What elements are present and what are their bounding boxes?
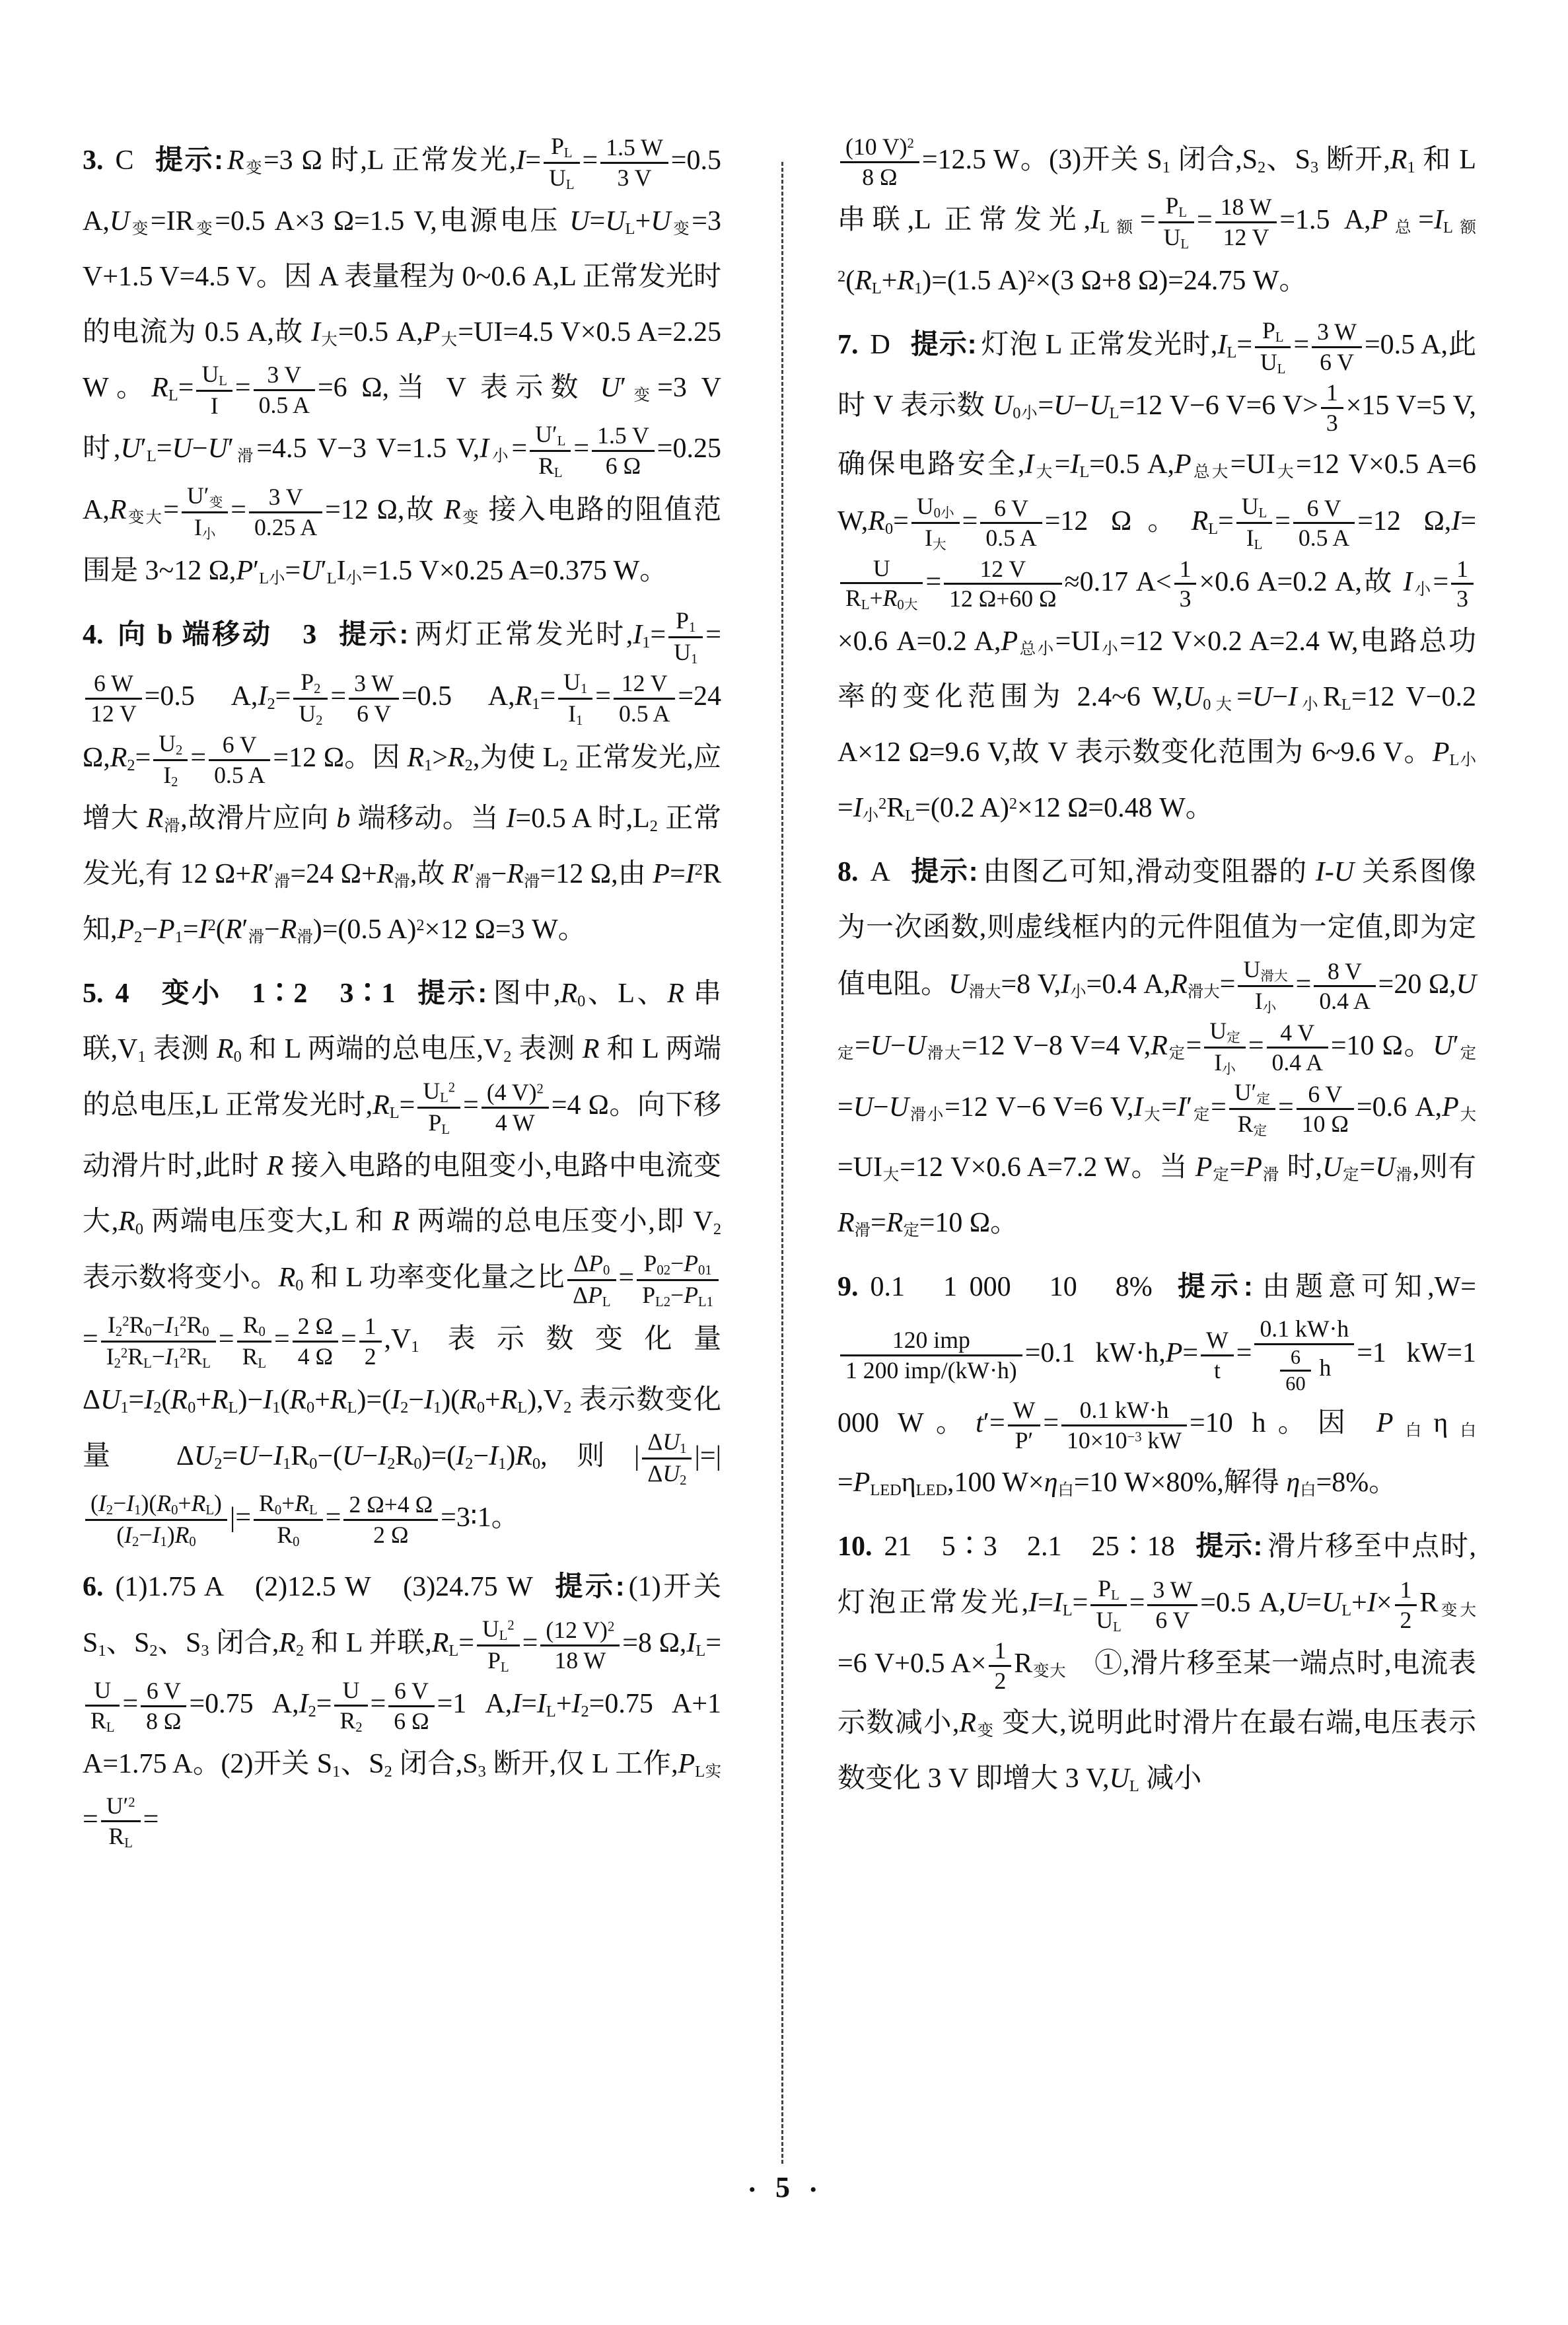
item-answer: A <box>870 857 890 888</box>
hint-label: 提示: <box>153 144 223 176</box>
hint-text: $\frac{(10 V)^2}{8 \Omega}$ =12.5 W。(3)开关 $S_1$ 闭合$,S_2$、$S_3$ 断开$,R_1$ 和 L 串联,L 正常发光$,I_{L额}=$ $\frac{P_L}{U_L}$ = $\frac{18 W}{12 V}$ =1.5 $A,P_总=I_{L额}^2(R_L+R_1)=(1.5$ A)$^2$×(3 Ω+8 Ω)=24.75 W。 <box>837 133 1476 297</box>
answer-item <box>837 1259 1476 1510</box>
item-number: 10. <box>837 1531 873 1562</box>
hint-label: 提示: <box>1194 1530 1263 1561</box>
hint-text: 滑片移至中点时,灯泡正常发光$,I=I_L=$ $\frac{P_L}{U_L}$ = $\frac{3 W}{6 V}$ =0.5 $A,U=U_L+I\times$ $\frac{1}{2}$ $R_{变大}=6$ V+0.5 A× $\frac{1}{2}$ $R_{变大}$ ①,滑片移至某一端点时,电流表示数减小$,R_变$ 变大,说明此时滑片在最右端,电压表示数变化 3 V 即增大 3 $V,U_L$ 减小 <box>837 1531 1476 1795</box>
answers-content <box>83 132 1476 1860</box>
answer-item-continuation <box>837 132 1476 309</box>
hint-text: 由题意可知,W= $\frac{\text{120 imp}}{\text{1 200 imp/(kW·h)}}$ =0.1 kW·h,P= $\frac{W}{t}$ = 0.1 kW·h $\frac{6}{60}$ h =1 kW=1 000 W。t′= $\frac{W}{P'}$ = $\frac{0.1 kW\cdot h}{10\times 10^{-3} kW}$ =10 h。因 $P_白\eta_白=P_{LED}\eta_{LED},100$ $W\times\eta_白=10$ W×80%,解得 $\eta_白=8\%$。 <box>837 1272 1476 1499</box>
item-answer: 向 b 端移动 3 <box>115 620 317 651</box>
answer-item <box>837 844 1476 1251</box>
answer-item <box>83 607 721 957</box>
item-answer: 21 5∶3 2.1 25∶18 <box>884 1531 1175 1562</box>
item-answer: 4 变小 1∶2 3∶1 <box>115 978 396 1010</box>
page-number: 5 <box>775 2171 793 2203</box>
footer-dot-right: • <box>810 2178 820 2201</box>
answer-item <box>83 965 721 1551</box>
answers-column-left <box>83 132 721 1860</box>
item-answer: C <box>115 145 134 176</box>
hint-text: 灯泡 L 正常发光时$,I_L=$ $\frac{P_L}{U_L}$ = $\frac{3 W}{6 V}$ =0.5 A,此时 V 表示数 $U_{0小}=U-U_L=12$ V−6 V=6 V> $\frac{1}{3}$ ×15 V=5 V,确保电路安全$,I_大=I_L=0.5$ $A,P_{总大}=UI_大=12$ V×0.5 A=6 $W,R_0=$ $\frac{U_{0小}}{I_大}$ = $\frac{6 V}{0.5 A}$ =12 Ω。$R_L=$ $\frac{U_L}{I_L}$ = $\frac{6 V}{0.5 A}$ =12 Ω,I= $\frac{U}{R_L+R_{0大}}$ = $\frac{12 V}{12 \Omega+60 \Omega}$ ≈0.17 A< $\frac{1}{3}$ ×0.6 A=0.2 A,故 $I_小=$ $\frac{1}{3}$ ×0.6 A=0.2 $A,P_{总小}=UI_小=12$ V×0.2 A=2.4 W,电路总功率的变化范围为 2.4~6 $W,U_{0大}=U-I_小R_L=12$ V−0.2 A×12 Ω=9.6 V,故 V 表示数变化范围为 6~9.6 V。$P_{L小}=I_小^2R_L=(0.2$ A)$^2$×12 Ω=0.48 W。 <box>837 316 1477 825</box>
item-number: 7. <box>837 329 859 360</box>
item-number: 4. <box>83 620 104 651</box>
item-number: 3. <box>83 145 104 176</box>
hint-label: 提示: <box>909 328 977 359</box>
item-number: 5. <box>83 978 104 1010</box>
answers-column-right <box>837 132 1476 1860</box>
item-answer: D <box>870 329 890 360</box>
hint-text: 图中$,R_0$、L、R 串联$,V_1$ 表测 $R_0$ 和 L 两端的总电压$,V_2$ 表测 R 和 L 两端的总电压,L 正常发光时$,R_L=$ $\frac{U_L^2}{P_L}$ = $\frac{(4 V)^2}{4 W}$ =4 Ω。向下移动滑片时,此时 R 接入电路的电阻变小,电路中电流变大$,R_0$ 两端电压变大,L 和 R 两端的总电压变小,即 $V_2$ 表示数将变小。$R_0$ 和 L 功率变化量之比 $\frac{\Delta P_0}{\Delta P_L}$ = $\frac{P_{02}-P_{01}}{P_{L2}-P_{L1}}$ = $\frac{I_2^2R_0-I_1^2R_0}{I_2^2R_L-I_1^2R_L}$ = $\frac{R_0}{R_L}$ = $\frac{2 \Omega}{4 \Omega}$ = $\frac{1}{2}$ $,V_1$ 表示数变化量 $\Delta U_1=I_2(R_0+R_L)-I_1(R_0+R_L)=(I_2-I_1)(R_0+R_L),V_2$ 表示数变化量 $\Delta U_2=U-I_1R_0-(U-I_2R_0)=(I_2-I_1)R_0$,则| $\frac{\Delta U_1}{\Delta U_2}$ |=| $\frac{(I_2-I_1)(R_0+R_L)}{(I_2-I_1)R_0}$ |= $\frac{R_0+R_L}{R_0}$ = $\frac{2 \Omega+4 \Omega}{2 \Omega}$ =3∶1。 <box>83 978 721 1550</box>
hint-label: 提示: <box>909 856 978 887</box>
answer-item <box>837 1518 1476 1806</box>
hint-label: 提示: <box>552 1570 625 1602</box>
hint-text: $R_变=3$ Ω 时,L 正常发光,I= $\frac{P_L}{U_L}$ = $\frac{1.5 W}{3 V}$ =0.5 $A,U_变=IR_变=0.5$ A×3 Ω=1.5 V,电源电压 $U=U_L+U_变=3$ V+1.5 V=4.5 V。因 A 表量程为 0~0.6 A,L 正常发光时的电流为 0.5 A,故 $I_大=0.5$ $A,P_大=UI=4.5$ V×0.5 A=2.25 W。$R_L=$ $\frac{U_L}{I}$ = $\frac{3 V}{0.5 A}$ =6 Ω,当 V 表示数 $U'_变=3$ V 时$,U'_L=U-U'_滑=4.5$ V−3 V=1.5 $V,I_小=$ $\frac{U'_L}{R_L}$ = $\frac{1.5 V}{6 \Omega}$ =0.25 $A,R_{变大}=$ $\frac{U'_变}{I_小}$ = $\frac{3 V}{0.25 A}$ =12 Ω,故 $R_变$ 接入电路的阻值范围是 3~12 $\Omega,P'_{L小}=U'_LI_小=1.5$ V×0.25 A=0.375 W。 <box>83 133 721 588</box>
item-answer: 0.1 1 000 10 8% <box>870 1272 1153 1303</box>
column-divider <box>781 162 783 2164</box>
answer-item <box>837 316 1476 836</box>
hint-text: 由图乙可知,滑动变阻器的 I-U 关系图像为一次函数,则虚线框内的元件阻值为一定值,即为定值电阻。$U_{滑大}=8$ $V,I_小=0.4$ $A,R_{滑大}=$ $\frac{U_{滑大}}{I_小}$ = $\frac{8 V}{0.4 A}$ =20 $\Omega,U_定=U-U_{滑大}=12$ V−8 V=4 $V,R_定=$ $\frac{U_定}{I_小}$ = $\frac{4 V}{0.4 A}$ =10 Ω。$U'_定=U-U_{滑小}=12$ V−6 V=6 $V,I_大=I'_定=$ $\frac{U'_定}{R_定}$ = $\frac{6 V}{10 \Omega}$ =0.6 $A,P_大=UI_大=12$ V×0.6 A=7.2 W。当 $P_定=P_滑$ 时$,U_定=U_滑$,则有 $R_滑=R_定=10$ Ω。 <box>837 857 1476 1240</box>
item-number: 8. <box>837 857 859 888</box>
item-number: 6. <box>83 1572 104 1603</box>
answer-item <box>83 132 721 599</box>
item-answer: (1)1.75 A (2)12.5 W (3)24.75 W <box>115 1572 533 1603</box>
hint-text: (1)开关 $S_1$、$S_2$、$S_3$ 闭合$,R_2$ 和 L 并联$,R_L=$ $\frac{U_L^2}{P_L}$ = $\frac{(12 V)^2}{18 W}$ =8 $\Omega,I_L=$ $\frac{U}{R_L}$ = $\frac{6 V}{8 \Omega}$ =0.75 $A,I_2=$ $\frac{U}{R_2}$ = $\frac{6 V}{6 \Omega}$ =1 $A,I=I_L+I_2=0.75$ A+1 A=1.75 A。(2)开关 $S_1$、$S_2$ 闭合$,S_3$ 断开,仅 L 工作$,P_{L实}=$ $\frac{U'^2}{R_L}$ = <box>83 1572 722 1851</box>
page-footer <box>0 2170 1568 2204</box>
hint-label: 提示: <box>336 618 409 650</box>
hint-text: 两灯正常发光时$,I_1=$ $\frac{P_1}{U_1}$ = $\frac{6 W}{12 V}$ =0.5 $A,I_2=$ $\frac{P_2}{U_2}$ = $\frac{3 W}{6 V}$ =0.5 $A,R_1=$ $\frac{U_1}{I_1}$ = $\frac{12 V}{0.5 A}$ =24 $\Omega,R_2=$ $\frac{U_2}{I_2}$ = $\frac{6 V}{0.5 A}$ =12 Ω。因 $R_1>R_2$,为使 $L_2$ 正常发光,应增大 $R_滑$,故滑片应向 b 端移动。当 I=0.5 A 时$,L_2$ 正常发光,有 12 $\Omega+R'_滑=24$ $\Omega+R_滑$,故 $R'_滑-R_滑=12$ Ω,由 $P=I^2R$ 知$,P_2-P_1=I^2(R'_滑-R_滑)=(0.5$ A)$^2$×12 Ω=3 W。 <box>83 607 721 947</box>
footer-dot-left: • <box>748 2178 758 2201</box>
answer-item <box>83 1559 721 1852</box>
hint-label: 提示: <box>1172 1271 1253 1302</box>
item-number: 9. <box>837 1272 859 1303</box>
hint-label: 提示: <box>415 977 487 1009</box>
